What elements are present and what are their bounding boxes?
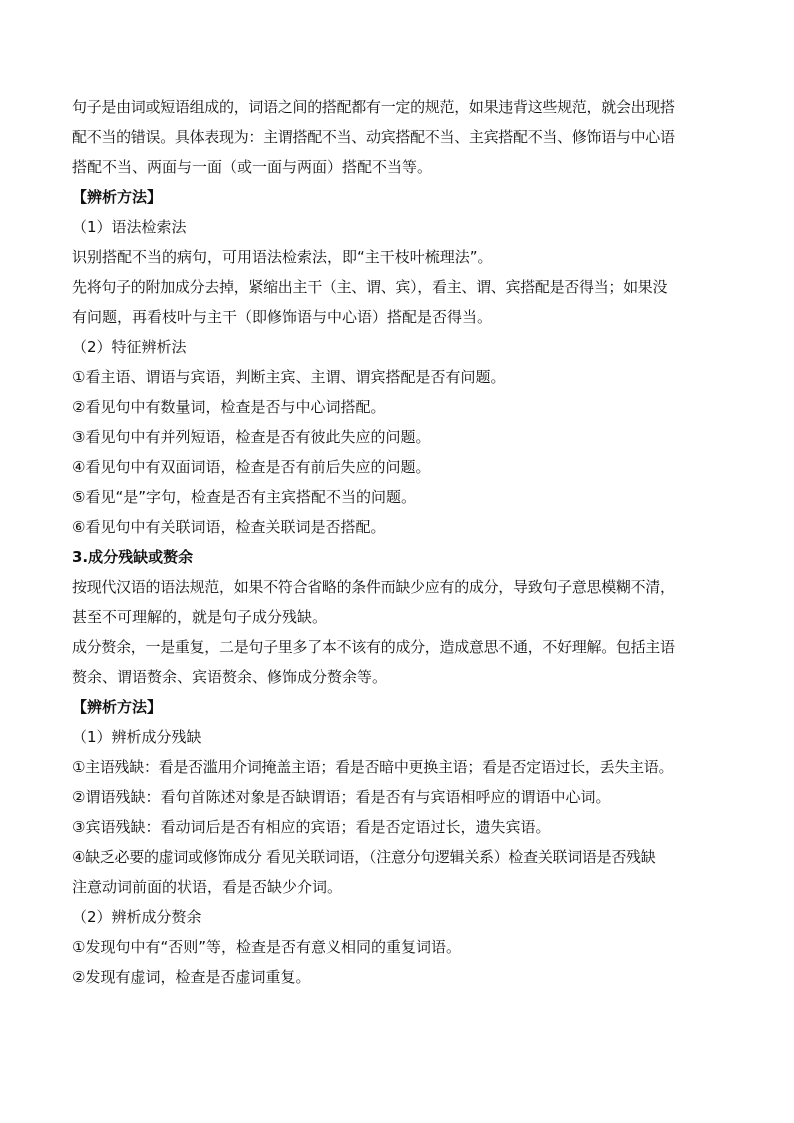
paragraph-line: 识别搭配不当的病句，可用语法检索法，即“主干枝叶梳理法”。 (72, 248, 493, 266)
list-item: ⑤看见“是”字句，检查是否有主宾搭配不当的问题。 (72, 488, 416, 506)
document-body (72, 92, 724, 992)
list-item: ①发现句中有“否则”等，检查是否有意义相同的重复词语。 (72, 938, 461, 956)
subheading: （1）语法检索法 (72, 218, 187, 236)
subheading: （2）辨析成分赘余 (72, 908, 202, 926)
section-heading: 【辨析方法】 (72, 698, 163, 716)
paragraph-line: 配不当的错误。具体表现为：主谓搭配不当、动宾搭配不当、主宾搭配不当、修饰语与中心语 (72, 128, 675, 146)
list-item: ⑥看见句中有关联词语，检查关联词是否搭配。 (72, 518, 386, 536)
paragraph-line: 成分赘余，一是重复，二是句子里多了本不该有的成分，造成意思不通，不好理解。包括主语 (72, 638, 675, 656)
list-item: ③宾语残缺：看动词后是否有相应的宾语；看是否定语过长，遗失宾语。 (72, 818, 551, 836)
list-item: ①看主语、谓语与宾语，判断主宾、主谓、谓宾搭配是否有问题。 (72, 368, 506, 386)
subheading: （2）特征辨析法 (72, 338, 187, 356)
paragraph-line: 注意动词前面的状语，看是否缺少介词。 (72, 878, 343, 896)
list-item: ④看见句中有双面词语，检查是否有前后失应的问题。 (72, 458, 431, 476)
paragraph-line: 搭配不当、两面与一面（或一面与两面）搭配不当等。 (72, 158, 433, 176)
paragraph-line: 甚至不可理解的，就是句子成分残缺。 (72, 608, 328, 626)
paragraph-line: 句子是由词或短语组成的，词语之间的搭配都有一定的规范，如果违背这些规范，就会出现搭 (72, 98, 675, 116)
paragraph-line: 赘余、谓语赘余、宾语赘余、修饰成分赘余等。 (72, 668, 388, 686)
section-title: 3.成分残缺或赘余 (72, 548, 194, 566)
section-heading: 【辨析方法】 (72, 188, 163, 206)
paragraph-line: 有问题，再看枝叶与主干（即修饰语与中心语）搭配是否得当。 (72, 308, 493, 326)
list-item: ②谓语残缺：看句首陈述对象是否缺谓语；看是否有与宾语相呼应的谓语中心词。 (72, 788, 611, 806)
list-item: ①主语残缺：看是否滥用介词掩盖主语；看是否暗中更换主语；看是否定语过长，丢失主语。 (72, 758, 674, 776)
list-item: ②看见句中有数量词，检查是否与中心词搭配。 (72, 398, 386, 416)
subheading: （1）辨析成分残缺 (72, 728, 202, 746)
list-item: ④缺乏必要的虚词或修饰成分 看见关联词语，（注意分句逻辑关系）检查关联词语是否残缺 (72, 848, 656, 866)
list-item: ③看见句中有并列短语，检查是否有彼此失应的问题。 (72, 428, 431, 446)
paragraph-line: 先将句子的附加成分去掉，紧缩出主干（主、谓、宾），看主、谓、宾搭配是否得当；如果没 (72, 278, 668, 296)
list-item: ②发现有虚词，检查是否虚词重复。 (72, 968, 311, 986)
paragraph-line: 按现代汉语的语法规范，如果不符合省略的条件而缺少应有的成分，导致句子意思模糊不清， (72, 578, 675, 596)
